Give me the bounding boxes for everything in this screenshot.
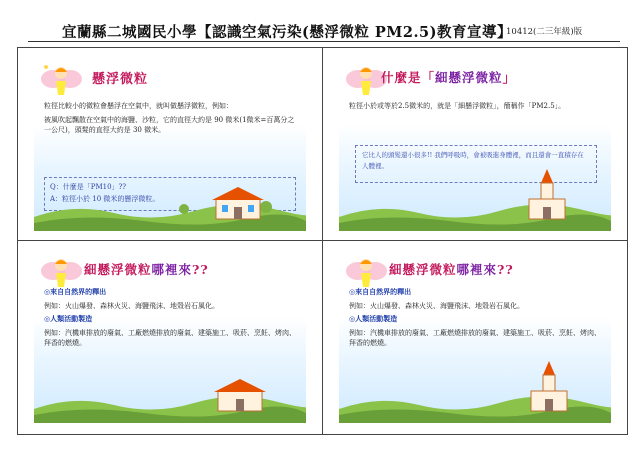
note-box: 它比人的頭髮還小很多!! 我們呼吸時，會被吸進身體裡，而且還會一直積存在人體裡。 (355, 145, 597, 183)
version-label: 10412(二三年級)版 (506, 27, 583, 37)
paragraph: 例如：火山爆發、森林火災、海鹽飛沫、地殼岩石風化。 (349, 301, 524, 310)
slide-body (349, 287, 601, 352)
slide-title (84, 260, 209, 278)
paragraph: 例如：汽機車排放的廢氣、工廠燃燒排放的廢氣、建築施工、吸菸、烹飪、烤肉、拜香的燃燒。 (349, 328, 601, 347)
slide-grid (17, 47, 628, 435)
house-icon (212, 185, 264, 221)
title-part: 哪裡來 (151, 262, 193, 277)
paragraph: 例如：汽機車排放的廢氣、工廠燃燒排放的廢氣、建築施工、吸菸、烹飪、烤肉、拜香的燃燒。 (44, 328, 296, 347)
slide-body (349, 101, 601, 115)
grass-illustration (339, 389, 611, 423)
section-heading: ◎人類活動製造 (349, 314, 398, 323)
title-part: ?? (192, 262, 209, 277)
paragraph: 粒徑小於或等於2.5微米的，就是「細懸浮微粒」，簡稱作「PM2.5」。 (349, 102, 566, 110)
question-text: Q：什麼是「PM10」?? (50, 183, 127, 191)
title-underline (28, 41, 620, 42)
slide-what-is-pm25 (339, 59, 611, 231)
grass-illustration (339, 197, 611, 231)
slide-title (389, 260, 514, 278)
paragraph: 例如：火山爆發、森林火災、海鹽飛沫、地殼岩石風化。 (44, 301, 219, 310)
title-part: 」 (502, 70, 517, 85)
paragraph: 被風吹起飄散在空氣中的海鹽、沙粒，它的直徑大約是 90 微米(1微米=百萬分之一公尺)，頭髮的直徑大約是 30 微米。 (44, 115, 295, 134)
church-icon (527, 169, 567, 221)
church-icon (529, 361, 569, 413)
title-part: ?? (497, 262, 514, 277)
paragraph: 粒徑比較小的微粒會懸浮在空氣中，就叫做懸浮微粒，例如： (44, 102, 233, 110)
title-part: 細懸浮微粒 (389, 262, 457, 277)
slide-what-is-pm (34, 59, 306, 231)
title-part: 細懸浮微粒 (435, 70, 503, 85)
slide-title: 懸浮微粒 (92, 72, 149, 87)
house-icon (214, 377, 266, 413)
slide-sources-duplicate (339, 251, 611, 423)
slide-title (381, 68, 516, 86)
slide-body (44, 287, 296, 352)
slide-sources (34, 251, 306, 423)
page-title: 宜蘭縣二城國民小學【認識空氣污染(懸浮微粒 PM2.5)教育宣導】 (62, 24, 512, 41)
page-header (0, 0, 640, 44)
title-part: 細懸浮微粒 (84, 262, 152, 277)
section-heading: ◎人類活動製造 (44, 314, 93, 323)
grid-divider-vertical (322, 48, 323, 434)
section-heading: ◎來自自然界的釋出 (44, 287, 107, 296)
title-part: 什麼是「 (381, 70, 436, 85)
title-part: 哪裡來 (456, 262, 498, 277)
answer-text: A：粒徑小於 10 微米的懸浮微粒。 (50, 195, 160, 203)
grass-illustration (34, 197, 306, 231)
section-heading: ◎來自自然界的釋出 (349, 287, 412, 296)
slide-body (44, 101, 296, 139)
grid-divider-horizontal (18, 240, 627, 241)
fairy-icon (38, 61, 84, 103)
